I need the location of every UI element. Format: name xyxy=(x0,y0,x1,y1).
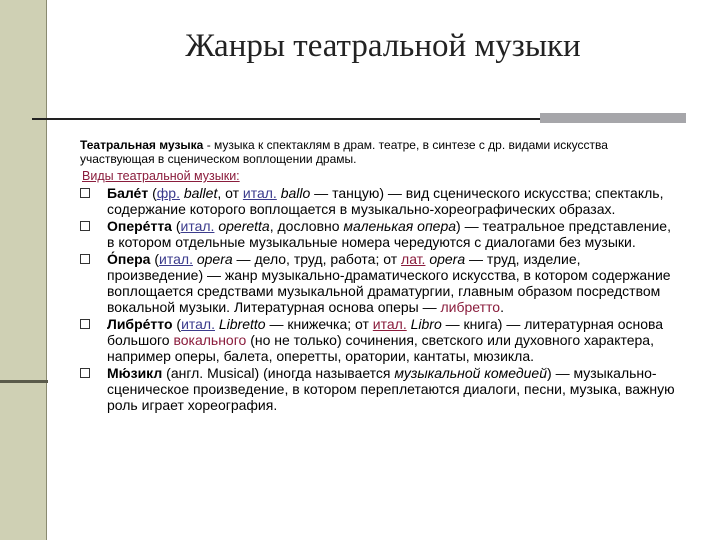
square-bullet-icon xyxy=(80,368,90,378)
link-ital-2[interactable]: итал. xyxy=(372,316,407,332)
list-item-opera xyxy=(80,251,680,315)
intro-text: - музыка к спектаклям в драм. театре, в синтезе с др. видами искусства участвующая в сценическом воплощении драмы. xyxy=(80,138,608,166)
text-segment: , от xyxy=(217,185,243,201)
text-segment: ( xyxy=(172,316,182,332)
italic-ballet: ballet xyxy=(183,185,218,201)
text-segment: — книжечка; от xyxy=(265,316,373,332)
text-segment: — труд, изделие, произведение) — жанр музыкально-драматического искусства, в котором содержание воплощается средствами музыкальной драматургии, главным образом посредством вокальной музыки. Литературная основа оперы — xyxy=(107,251,671,315)
text-segment: — книга) — литературная основа большого xyxy=(107,316,664,348)
title-underline-accent xyxy=(540,113,686,123)
italic-ballo: ballo xyxy=(280,185,311,201)
text-segment: — дело, труд, работа; от xyxy=(232,251,402,267)
link-ital[interactable]: итал. xyxy=(159,251,193,267)
text-segment: ( xyxy=(150,251,160,267)
left-band-divider xyxy=(46,0,47,540)
italic-opera: opera xyxy=(196,251,233,267)
term-operetta: Опере́тта xyxy=(107,218,172,234)
title-underline xyxy=(32,118,540,120)
text-segment: ) — театральное представление, в котором отдельные музыкальные номера чередуются с диалогами без музыки. xyxy=(107,218,671,250)
intro-term: Театральная музыка xyxy=(80,138,204,152)
link-lat[interactable]: лат. xyxy=(401,251,426,267)
slide-title: Жанры театральной музыки xyxy=(185,28,581,64)
link-libretto[interactable]: либретто xyxy=(440,299,501,315)
text-segment: ( xyxy=(148,185,157,201)
link-ital[interactable]: итал. xyxy=(181,316,215,332)
intro-paragraph xyxy=(80,138,680,166)
term-musical: Мю́зикл xyxy=(107,365,163,381)
italic-small-opera: маленькая опера xyxy=(343,218,457,234)
left-band-marker xyxy=(0,380,48,383)
list-item-ballet xyxy=(80,185,680,217)
text-segment: ) — музыкально-сценическое произведение, в котором переплетаются диалоги, песни, музыка, важную роль играет хореография. xyxy=(107,365,675,413)
text-segment: (но не только) сочинения, светского или духовного характера, например оперы, балета, оперетты, оратории, кантаты, мюзикла. xyxy=(107,332,654,364)
italic-libro: Libro xyxy=(410,316,442,332)
italic-opera-lat: opera xyxy=(429,251,466,267)
list-item-operetta xyxy=(80,218,680,250)
term-libretto: Либре́тто xyxy=(107,316,173,332)
term-ballet: Бале́т xyxy=(107,185,149,201)
link-ital[interactable]: итал. xyxy=(180,218,215,234)
term-opera: О́пера xyxy=(107,251,151,267)
text-segment: , дословно xyxy=(269,218,344,234)
italic-musical-comedy: музыкальной комедией xyxy=(394,365,548,381)
text-segment: — танцую) — вид сценического искусства; спектакль, содержание которого воплощается в музыкально-хореографических образах. xyxy=(107,185,664,217)
link-fr[interactable]: фр. xyxy=(156,185,180,201)
square-bullet-icon xyxy=(80,319,90,329)
italic-operetta: operetta xyxy=(218,218,270,234)
square-bullet-icon xyxy=(80,188,90,198)
genre-list xyxy=(80,185,680,413)
link-vocal[interactable]: вокального xyxy=(173,332,247,348)
link-ital[interactable]: итал. xyxy=(242,185,277,201)
text-segment: (англ. Musical) (иногда называется xyxy=(162,365,395,381)
slide-content xyxy=(80,138,680,413)
section-heading[interactable]: Виды театральной музыки: xyxy=(82,169,240,183)
left-decorative-band xyxy=(0,0,46,540)
square-bullet-icon xyxy=(80,254,90,264)
square-bullet-icon xyxy=(80,221,90,231)
text-segment: ( xyxy=(171,218,181,234)
italic-libretto: Libretto xyxy=(218,316,266,332)
text-segment: . xyxy=(500,299,504,315)
list-item-musical xyxy=(80,365,680,413)
list-item-libretto xyxy=(80,316,680,364)
